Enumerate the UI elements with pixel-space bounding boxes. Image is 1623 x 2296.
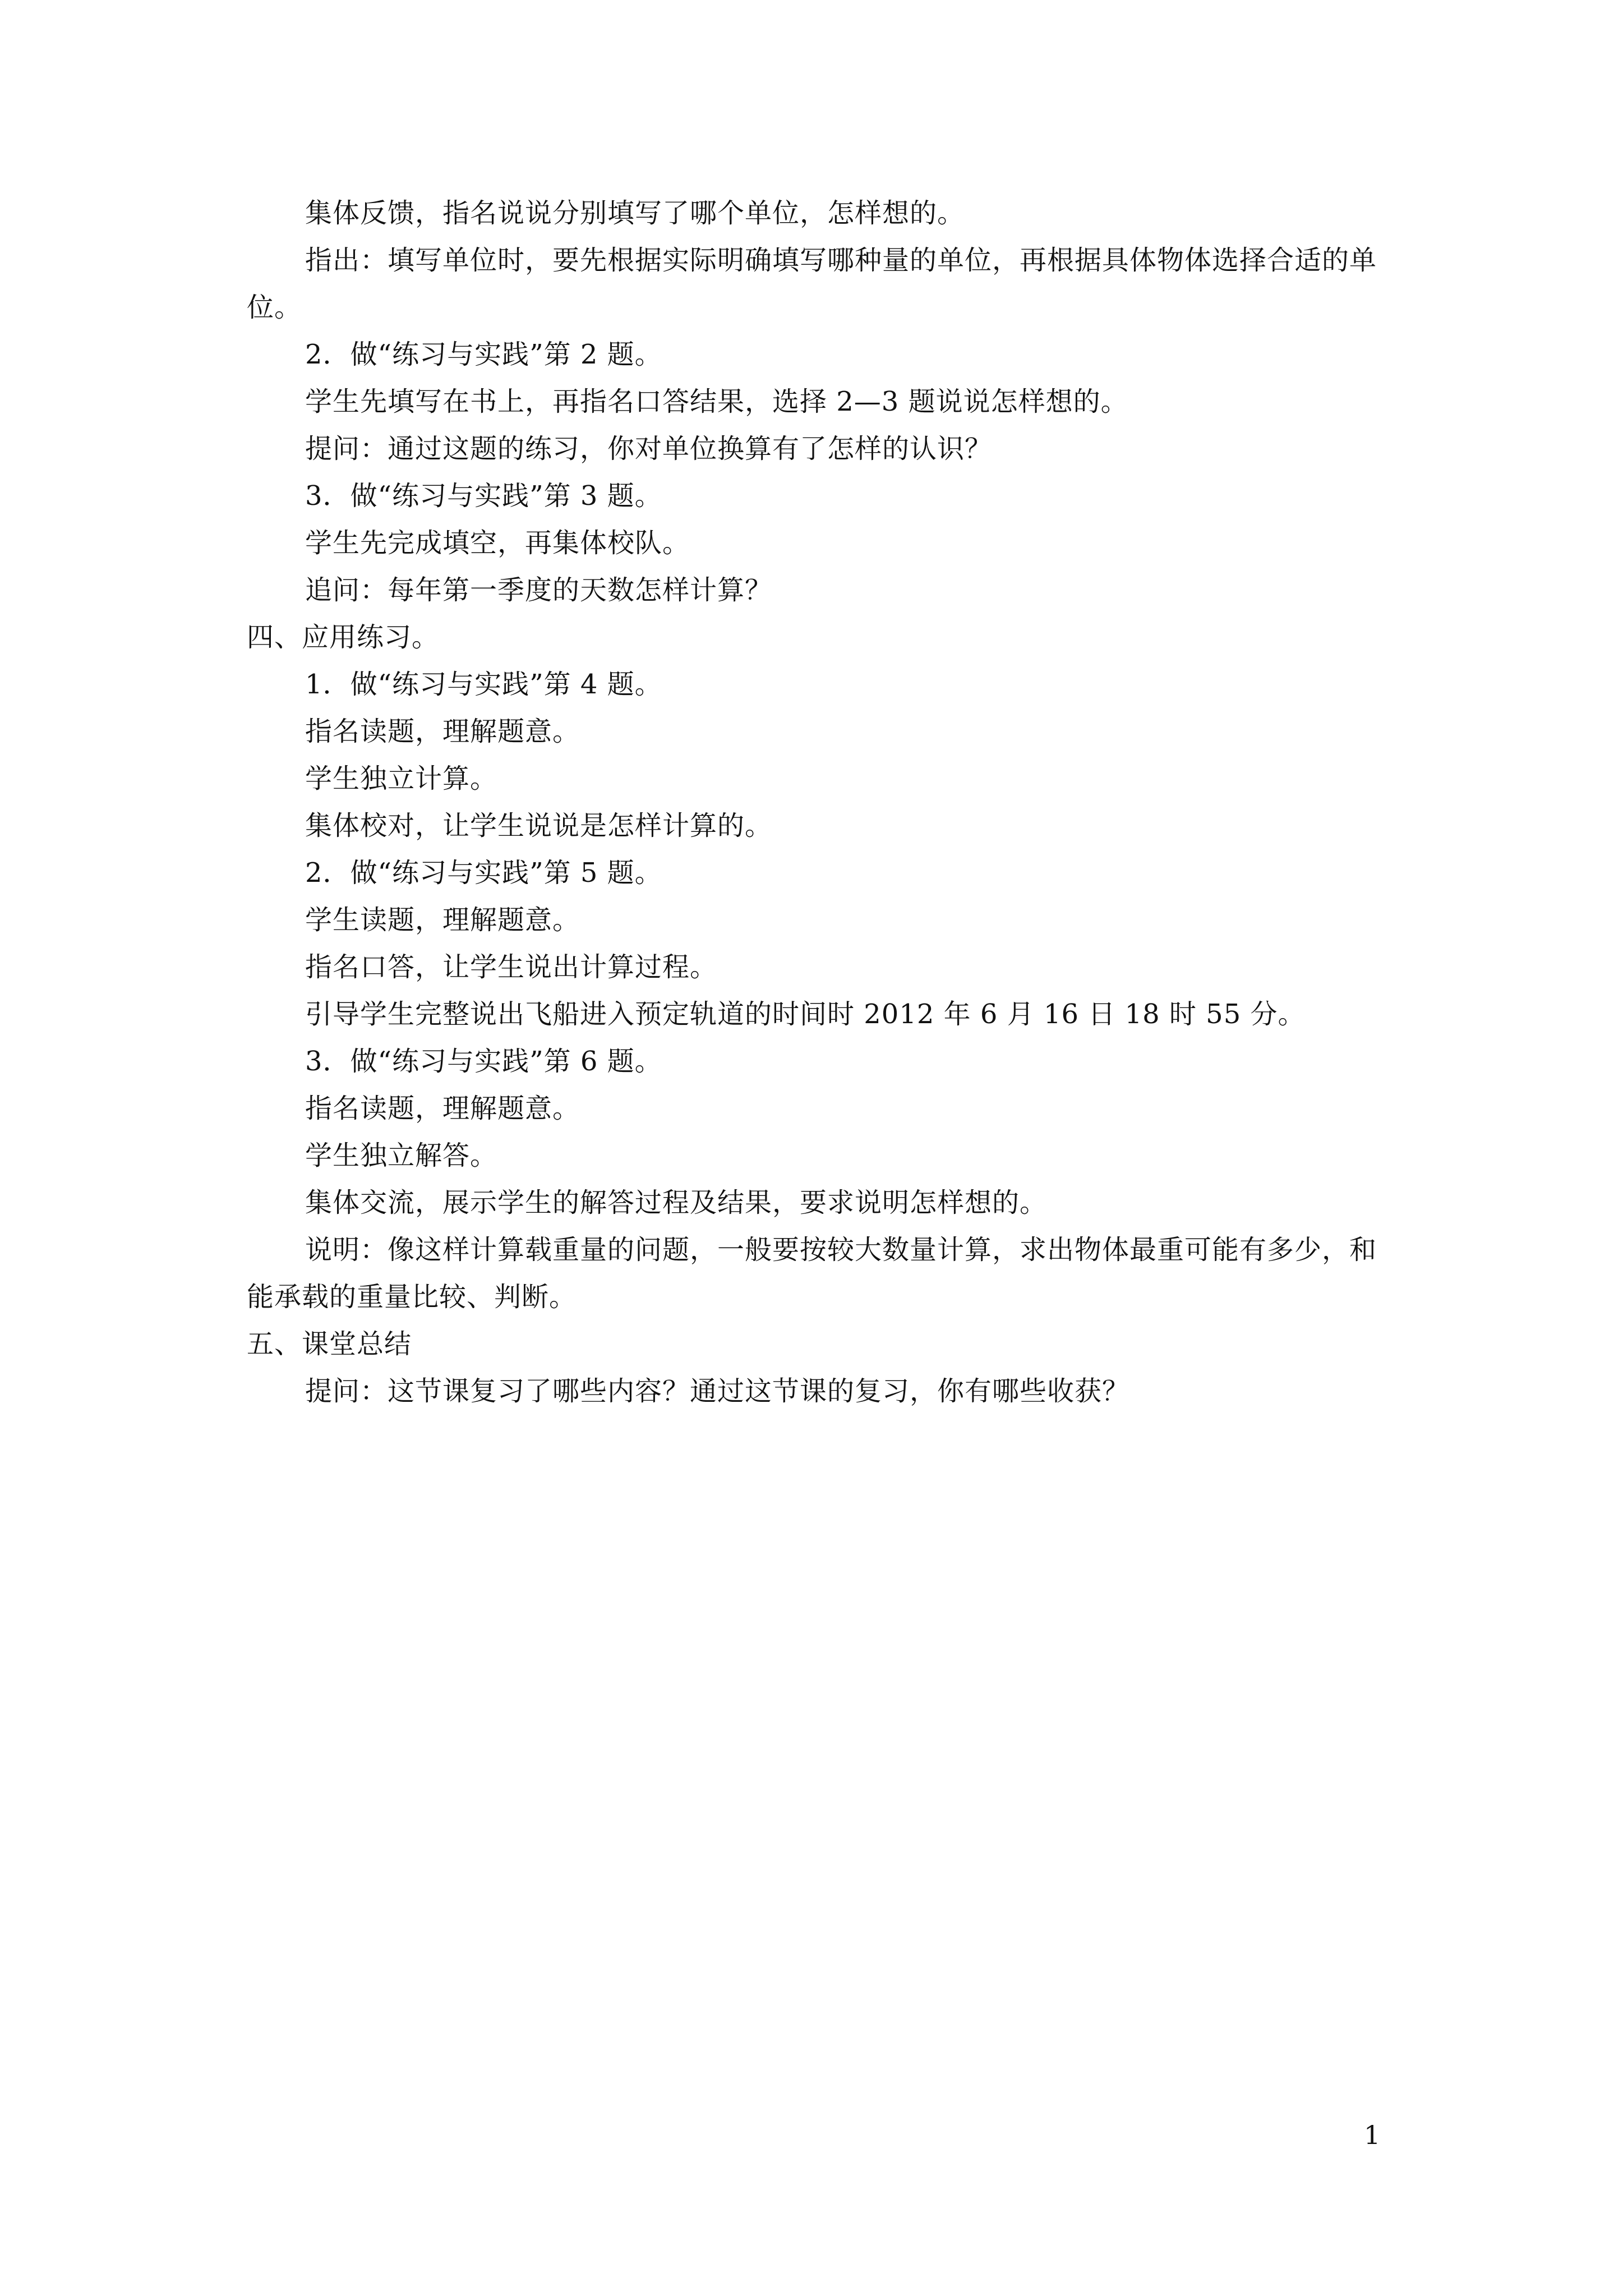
paragraph-read-question-3: 指名读题，理解题意。: [305, 1093, 580, 1124]
paragraph-explanation: 说明：像这样计算载重量的问题，一般要按较大数量计算，求出物体最重可能有多少，和能承载的重量比较、判断。: [247, 1234, 1377, 1313]
paragraph-feedback: 集体反馈，指名说说分别填写了哪个单位，怎样想的。: [305, 197, 965, 229]
paragraph-exercise-2: 2．做“练习与实践”第 2 题。: [305, 339, 662, 370]
paragraph-oral-answer: 指名口答，让学生说出计算过程。: [305, 951, 718, 983]
paragraph-exercise-3: 3．做“练习与实践”第 3 题。: [305, 480, 662, 512]
paragraph-student-fill: 学生先填写在书上，再指名口答结果，选择 2—3 题说说怎样想的。: [305, 386, 1128, 417]
paragraph-exercise-5: 2．做“练习与实践”第 5 题。: [305, 857, 662, 889]
paragraph-point-out: 指出：填写单位时，要先根据实际明确填写哪种量的单位，再根据具体物体选择合适的单位。: [247, 245, 1377, 323]
paragraph-question-unit-conversion: 提问：通过这题的练习，你对单位换算有了怎样的认识？: [305, 433, 993, 464]
paragraph-independent-answer: 学生独立解答。: [305, 1140, 498, 1171]
paragraph-fill-blanks: 学生先完成填空，再集体校队。: [305, 527, 690, 559]
page-number: 1: [1364, 2120, 1381, 2150]
paragraph-collective-check: 集体校对，让学生说说是怎样计算的。: [305, 810, 773, 841]
section-heading-application: 四、应用练习。: [247, 622, 440, 653]
paragraph-follow-up-question: 追问：每年第一季度的天数怎样计算？: [305, 574, 773, 606]
paragraph-independent-calc: 学生独立计算。: [305, 763, 498, 794]
paragraph-exercise-6: 3．做“练习与实践”第 6 题。: [305, 1046, 662, 1077]
paragraph-read-question-2: 学生读题，理解题意。: [305, 904, 580, 936]
paragraph-spacecraft-time: 引导学生完整说出飞船进入预定轨道的时间时 2012 年 6 月 16 日 18 时 55 分。: [305, 999, 1306, 1030]
document-body: [247, 190, 1391, 1415]
section-heading-summary: 五、课堂总结: [247, 1328, 412, 1360]
paragraph-summary-question: 提问：这节课复习了哪些内容？通过这节课的复习，你有哪些收获？: [305, 1375, 1130, 1407]
paragraph-read-question-1: 指名读题，理解题意。: [305, 716, 580, 747]
paragraph-exercise-4: 1．做“练习与实践”第 4 题。: [305, 669, 662, 700]
paragraph-collective-exchange: 集体交流，展示学生的解答过程及结果，要求说明怎样想的。: [305, 1187, 1048, 1218]
